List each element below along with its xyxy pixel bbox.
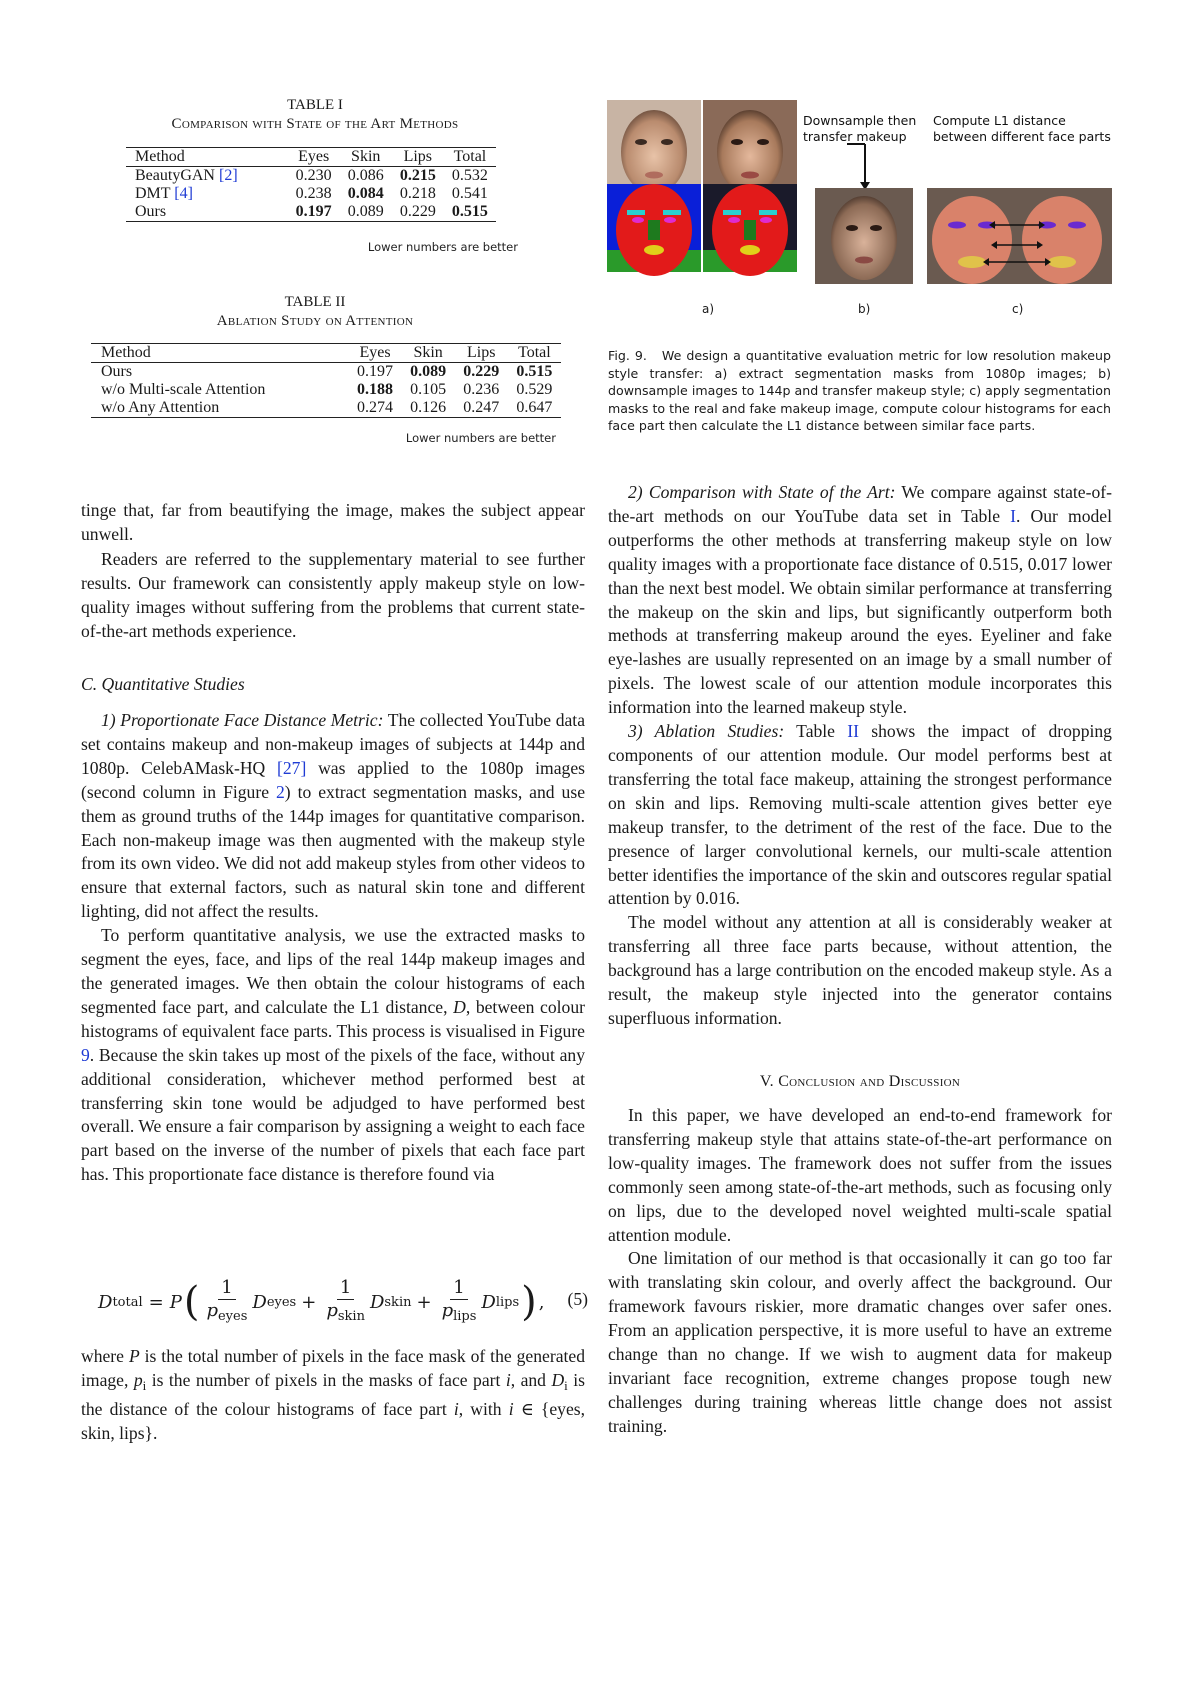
figure-caption-lead: Fig. 9.: [608, 348, 647, 363]
table1-cell: 0.238: [295, 185, 332, 202]
table2-header-lips: Lips: [467, 344, 496, 361]
table1-header-skin: Skin: [351, 148, 381, 165]
paragraph: 3) Ablation Studies: Table II shows the impact of dropping components of our attention module. Our model performs best at transferring the total face makeup, attaining the strongest performance on skin and lips. Removing multi-scale attention gives better eye makeup transfer, to the detriment of the rest of the face. Due to the presence of larger convolutional kernels, our multi-scale attention better identifies the importance of the skin and outscores regular spatial attention by 0.016.: [608, 721, 1112, 909]
table1-header-method: Method: [135, 148, 185, 165]
table1-cell: 0.086: [347, 167, 384, 184]
table-row: [126, 167, 496, 186]
table1-title: Comparison with State of the Art Methods: [171, 116, 459, 132]
table2-note: Lower numbers are better: [405, 431, 556, 445]
table2-cell: 0.247: [463, 399, 500, 416]
right-column-conclusion: [608, 1104, 1112, 1439]
segmentation-mask-1: [607, 184, 701, 276]
paragraph: tinge that, far from beautifying the image, makes the subject appear unwell.: [81, 500, 585, 544]
figure-panel-a: a): [702, 302, 715, 316]
table1-cell: 0.229: [399, 203, 436, 220]
table-link[interactable]: II: [847, 721, 859, 742]
table2-cell: 0.274: [357, 399, 393, 416]
paragraph: The model without any attention at all is considerably weaker at transferring all three face parts because, without attention, the background has a large contribution on the encoded makeup style. As a result, the makeup style injected into the generator contains superfluous information.: [608, 912, 1112, 1028]
table2-caption: [130, 293, 500, 331]
masked-overlay: [927, 188, 1112, 284]
table-row: [126, 203, 496, 222]
figure-panel-c: c): [1012, 302, 1024, 316]
paragraph: 1) Proportionate Face Distance Metric: The collected YouTube data set contains makeup and non-makeup images of subjects at 144p and 1080p. CelebAMask-HQ [27] was applied to the 1080p images (second column in Figure 2) to extract segmentation masks, and use them as ground truths of the 144p images for quantitative comparison. Each non-makeup image was then augmented with the makeup style from its own video. We did not add makeup styles from other videos to ensure that external factors, such as natural skin tone and different lighting, did not affect the results.: [81, 710, 586, 922]
paragraph: To perform quantitative analysis, we use the extracted masks to segment the eyes, face, and lips of the real 144p makeup images and the generated images. We then obtain the colour histograms of each segmented face part, and calculate the L1 distance, D, between colour histograms of equivalent face parts. This process is visualised in Figure 9. Because the skin takes up most of the pixels of the face, without any additional consideration, whichever method performed best at transferring skin tone would be adjudged to have performed best overall. We ensure a fair comparison by assigning a weight to each face part based on the inverse of the number of pixels that each face part has. This proportionate face distance is therefore found via: [81, 925, 585, 1185]
left-column-tail: [81, 1345, 585, 1446]
table1-cell: 0.197: [295, 203, 332, 220]
table1-note: Lower numbers are better: [367, 240, 518, 254]
figure-link[interactable]: 9: [81, 1044, 90, 1065]
table2-cell: 0.126: [410, 399, 447, 416]
table1-header-total: Total: [453, 148, 487, 165]
paragraph: In this paper, we have developed an end-to-end framework for transferring makeup style that attains state-of-the-art performance on low-quality images. The framework does not suffer from the issues commonly seen among state-of-the-art methods, such as focusing only on lips, due to the developed novel weighted multi-scale spatial attention module.: [608, 1105, 1112, 1245]
figure-caption-body: We design a quantitative evaluation metric for low resolution makeup style transfer: a) extract segmentation masks from 1080p images; b) downsample images to 144p and transfer makeup style; c) apply segmentation masks to the real and fake makeup image, compute colour histograms for each face part then calculate the L1 distance between similar face parts.: [608, 348, 1112, 433]
left-column-body: [81, 709, 585, 1187]
table2-cell: 0.105: [410, 381, 447, 398]
table-row: [91, 399, 561, 418]
photo-makeup: [703, 100, 797, 194]
table1-cell: 0.532: [451, 167, 488, 184]
table1-cell: 0.089: [347, 203, 384, 220]
table1-method: Ours: [135, 203, 167, 220]
table-row: [91, 363, 561, 382]
table1-header-eyes: Eyes: [298, 148, 330, 165]
table2-cell: 0.089: [410, 363, 447, 380]
table2-method: w/o Any Attention: [101, 399, 220, 416]
section-heading-v: V. Conclusion and Discussion: [759, 1073, 961, 1090]
table1-header-row: [126, 148, 496, 167]
citation-link[interactable]: [2]: [218, 167, 238, 184]
table2-header-row: [91, 344, 561, 363]
figure-link[interactable]: 2: [275, 781, 285, 802]
table1: [126, 147, 496, 222]
photo-downsampled: [815, 188, 913, 284]
subsection-title: 3) Ablation Studies:: [628, 721, 785, 742]
subsection-title: 2) Comparison with State of the Art:: [628, 482, 896, 502]
table2-title: Ablation Study on Attention: [216, 313, 414, 329]
table2-header-method: Method: [101, 344, 151, 361]
figure-panel-b: b): [858, 302, 871, 316]
right-column: [608, 481, 1112, 1031]
table1-cell: 0.084: [347, 185, 384, 202]
table2-label: TABLE II: [284, 294, 346, 310]
section-heading-c: C. Quantitative Studies: [81, 674, 245, 694]
table2-header-eyes: Eyes: [359, 344, 391, 361]
figure-label-downsample: Downsample then transfer makeup: [803, 113, 917, 144]
equation-number: (5): [567, 1289, 588, 1309]
figure-9-caption: [608, 347, 1111, 435]
table1-cell: 0.515: [451, 203, 488, 220]
table1-method: DMT: [135, 185, 171, 202]
table2-method: w/o Multi-scale Attention: [101, 381, 266, 398]
table1-cell: 0.218: [399, 185, 436, 202]
table-link[interactable]: I: [1010, 505, 1016, 526]
figure-label-compute: Compute L1 distance between different face parts: [933, 113, 1111, 144]
table2-header-total: Total: [518, 344, 551, 361]
arrow-down: [847, 144, 870, 190]
citation-link[interactable]: [27]: [277, 757, 307, 778]
table1-cell: 0.215: [399, 167, 436, 184]
table2-cell: 0.197: [357, 363, 393, 380]
table2-cell: 0.515: [516, 363, 553, 380]
table1-header-lips: Lips: [403, 148, 433, 165]
table1-caption: [130, 96, 500, 134]
table1-method: BeautyGAN: [135, 167, 215, 184]
table1-label: TABLE I: [287, 97, 343, 113]
table-row: [91, 381, 561, 399]
table2-cell: 0.529: [516, 381, 553, 398]
table2-header-skin: Skin: [413, 344, 443, 361]
subsection-title: 1) Proportionate Face Distance Metric:: [101, 710, 384, 730]
equation-5: D total = P ( $\frac{1}{p_{eyes}}$ D eyes + $\frac{1}{p_{skin}}$ D skin + $\frac{1}{p_{lips}}$ D lips ) , (5): [98, 1276, 588, 1325]
paragraph: where P is the total number of pixels in the face mask of the generated image, $p_i$ is the number of pixels in the masks of face part i, and $D_i$ is the distance of the colour histograms of face part i, with i ∈ {eyes, skin, lips}.: [81, 1346, 586, 1443]
table-row: [126, 185, 496, 203]
segmentation-mask-2: [703, 184, 797, 276]
photo-no-makeup: [607, 100, 701, 194]
citation-link[interactable]: [4]: [174, 185, 193, 202]
table2-cell: 0.236: [463, 381, 500, 398]
table2: [91, 343, 561, 418]
paragraph: 2) Comparison with State of the Art: We compare against state-of-the-art methods on our YouTube data set in Table I. Our model outperforms the other methods at transferring makeup style on low quality images with a proportionate face distance of 0.515, 0.017 lower than the next best model. We obtain similar performance at transferring the makeup on the skin and lips, but significantly outperform both methods at transferring makeup around the eyes. Eyeliner and fake eye-lashes are usually represented on an image by a small number of pixels. The lowest scale of our attention module incorporates this information into the learned makeup style.: [608, 482, 1112, 718]
table2-cell: 0.647: [516, 399, 553, 416]
paragraph: One limitation of our method is that occasionally it can go too far with translating skin colour, and overly affect the background. Our framework favours riskier, more dramatic changes over safer ones. From an application perspective, it is more useful to have an extreme change than no change. If we wish to augment data for makeup invariant face recognition, extreme changes propose tough new challenges during training whereas little change does not assist training.: [608, 1248, 1112, 1436]
table2-cell: 0.188: [357, 381, 393, 398]
table1-cell: 0.230: [295, 167, 332, 184]
table1-cell: 0.541: [451, 185, 488, 202]
paragraph: Readers are referred to the supplementary material to see further results. Our framework can consistently apply makeup style on low-quality images without suffering from the problems that current state-of-the-art methods experience.: [81, 548, 585, 641]
table2-cell: 0.229: [463, 363, 500, 380]
table2-method: Ours: [101, 363, 133, 380]
left-column: [81, 499, 585, 643]
